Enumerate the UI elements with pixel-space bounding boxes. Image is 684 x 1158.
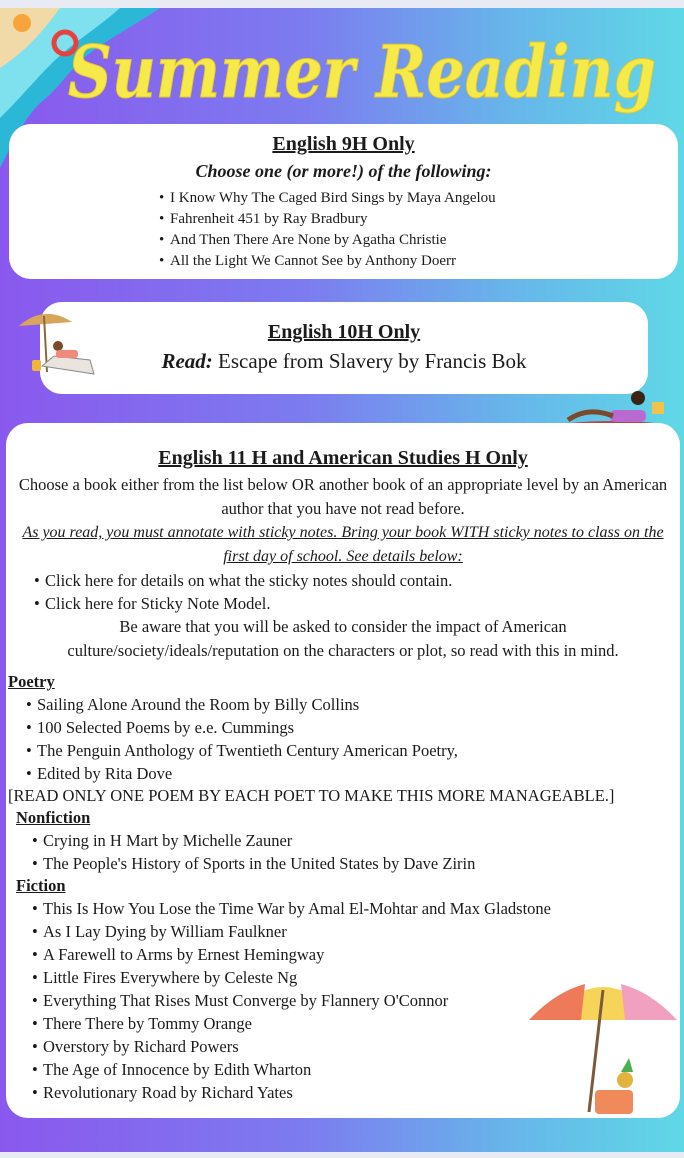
list-item: • And Then There Are None by Agatha Christie xyxy=(159,230,678,251)
sticky-note-instruction: As you read, you must annotate with sticky notes. Bring your book WITH sticky notes to class on the first day of school. See details below: xyxy=(22,524,664,565)
list-item: • This Is How You Lose the Time War by Amal El-Mohtar and Max Gladstone xyxy=(32,897,680,920)
list-item: • The Age of Innocence by Edith Wharton xyxy=(32,1058,680,1081)
list-item: • Fahrenheit 451 by Ray Bradbury xyxy=(159,209,678,230)
list-item: • A Farewell to Arms by Ernest Hemingway xyxy=(32,943,680,966)
list-item: • Little Fires Everywhere by Celeste Ng xyxy=(32,966,680,989)
sticky-note-links xyxy=(6,569,680,615)
fiction-heading: Fiction xyxy=(16,876,66,895)
poetry-heading: Poetry xyxy=(8,672,55,691)
english-9h-heading: English 9H Only xyxy=(272,133,415,155)
list-item: • All the Light We Cannot See by Anthony Doerr xyxy=(159,251,678,272)
list-item: • There There by Tommy Orange xyxy=(32,1012,680,1035)
list-item: • Revolutionary Road by Richard Yates xyxy=(32,1081,680,1104)
english-11h-intro: Choose a book either from the list below OR another book of an appropriate level by an American author that you have not read before. xyxy=(18,475,668,518)
english-9h-subheading: Choose one (or more!) of the following: xyxy=(195,161,492,181)
svg-text:Summer Reading: Summer Reading xyxy=(68,29,656,114)
list-item: • Sailing Alone Around the Room by Billy Collins xyxy=(26,693,680,716)
english-10h-card xyxy=(40,302,648,394)
english-9h-card xyxy=(9,124,678,279)
list-item: • Everything That Rises Must Converge by Flannery O'Connor xyxy=(32,989,680,1012)
english-11h-heading: English 11 H and American Studies H Only xyxy=(158,447,528,469)
english-10h-heading: English 10H Only xyxy=(267,321,421,343)
list-item: • The People's History of Sports in the United States by Dave Zirin xyxy=(32,852,680,875)
list-item: • Overstory by Richard Powers xyxy=(32,1035,680,1058)
poetry-note: [READ ONLY ONE POEM BY EACH POET TO MAKE THIS MORE MANAGEABLE.] xyxy=(8,786,615,805)
list-item: • The Penguin Anthology of Twentieth Century American Poetry, xyxy=(26,739,680,762)
english-10h-reading: Read: Escape from Slavery by Francis Bok xyxy=(161,349,527,373)
nonfiction-heading: Nonfiction xyxy=(16,808,91,827)
english-9h-book-list xyxy=(9,188,678,272)
beach-umbrella-icon xyxy=(525,972,681,1122)
list-item: • I Know Why The Caged Bird Sings by Maya Angelou xyxy=(159,188,678,209)
list-item: • Edited by Rita Dove xyxy=(26,762,680,785)
poetry-list xyxy=(6,693,680,785)
nonfiction-list xyxy=(6,829,680,875)
list-item: • 100 Selected Poems by e.e. Cummings xyxy=(26,716,680,739)
list-item: • As I Lay Dying by William Faulkner xyxy=(32,920,680,943)
awareness-note: Be aware that you will be asked to consider the impact of American culture/society/ideals/reputation on the characters or plot, so read with this in mind. xyxy=(67,617,619,660)
beach-chair-reader-icon xyxy=(14,304,100,380)
details-link[interactable]: • Click here for details on what the sticky notes should contain. xyxy=(34,569,680,592)
model-link[interactable]: • Click here for Sticky Note Model. xyxy=(34,592,680,615)
list-item: • Crying in H Mart by Michelle Zauner xyxy=(32,829,680,852)
page-title xyxy=(52,12,672,130)
summer-reading-flyer xyxy=(0,8,684,1152)
